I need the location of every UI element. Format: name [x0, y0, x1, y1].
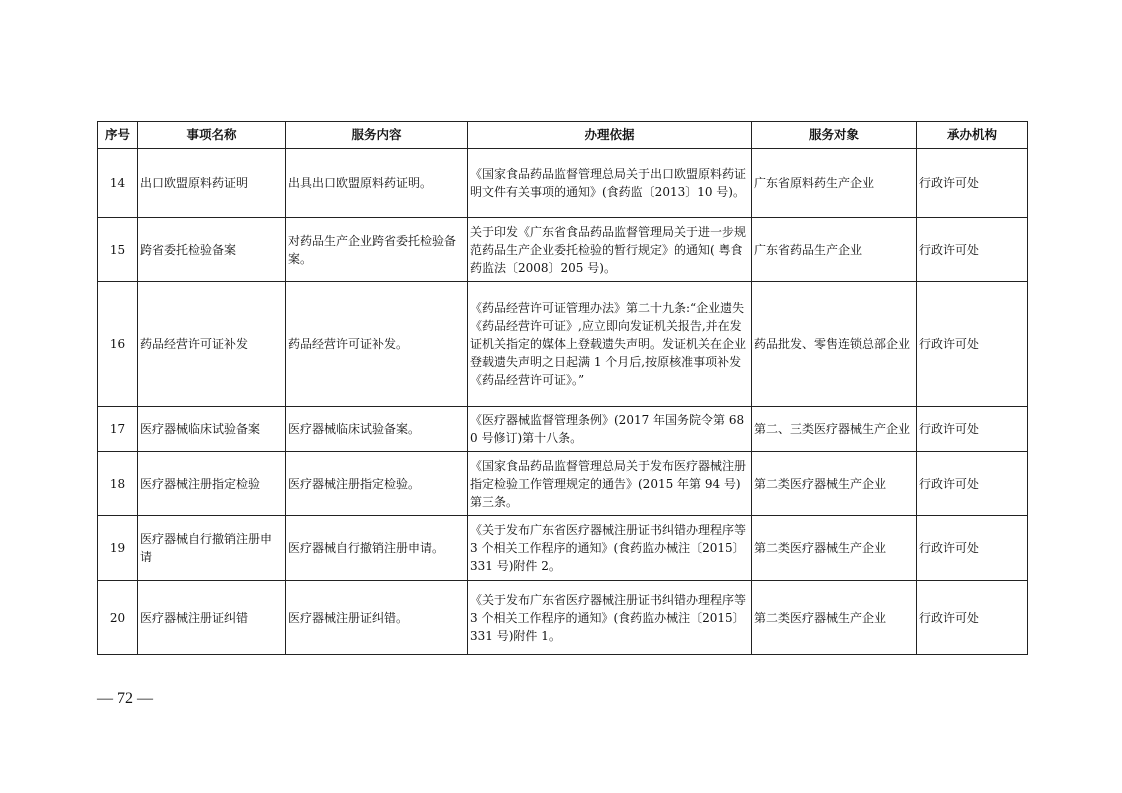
legal-basis: 《药品经营许可证管理办法》第二十九条:“企业遗失《药品经营许可证》,应立即向发证机关报告,并在发证机关指定的媒体上登载遗失声明。发证机关在企业登载遗失声明之日起满 1 个月后,按原核准事项补发《药品经营许可证》。” [468, 282, 752, 407]
legal-basis: 《国家食品药品监督管理总局关于出口欧盟原料药证明文件有关事项的通知》(食药监〔2013〕10 号)。 [468, 149, 752, 218]
row-number: 16 [98, 282, 138, 407]
row-number: 17 [98, 407, 138, 452]
service-target: 广东省药品生产企业 [752, 218, 917, 282]
table-row [98, 407, 1028, 452]
service-target: 第二类医疗器械生产企业 [752, 516, 917, 581]
legal-basis: 《医疗器械监督管理条例》(2017 年国务院令第 680 号修订)第十八条。 [468, 407, 752, 452]
legal-basis: 关于印发《广东省食品药品监督管理局关于进一步规范药品生产企业委托检验的暂行规定》的通知( 粤食药监法〔2008〕205 号)。 [468, 218, 752, 282]
table-row [98, 581, 1028, 655]
service-target: 广东省原料药生产企业 [752, 149, 917, 218]
item-name: 医疗器械注册指定检验 [138, 452, 286, 516]
agency: 行政许可处 [917, 452, 1028, 516]
page-number: — 72 — [97, 690, 153, 707]
header-agency: 承办机构 [917, 122, 1028, 149]
item-name: 跨省委托检验备案 [138, 218, 286, 282]
header-content: 服务内容 [286, 122, 468, 149]
table-row [98, 452, 1028, 516]
header-row [98, 122, 1028, 149]
table-row [98, 282, 1028, 407]
legal-basis: 《关于发布广东省医疗器械注册证书纠错办理程序等 3 个相关工作程序的通知》(食药监办械注〔2015〕331 号)附件 2。 [468, 516, 752, 581]
service-target: 药品批发、零售连锁总部企业 [752, 282, 917, 407]
services-table [97, 121, 1028, 655]
header-target: 服务对象 [752, 122, 917, 149]
service-content: 药品经营许可证补发。 [286, 282, 468, 407]
row-number: 18 [98, 452, 138, 516]
service-target: 第二类医疗器械生产企业 [752, 452, 917, 516]
service-target: 第二类医疗器械生产企业 [752, 581, 917, 655]
row-number: 20 [98, 581, 138, 655]
legal-basis: 《国家食品药品监督管理总局关于发布医疗器械注册指定检验工作管理规定的通告》(2015 年第 94 号)第三条。 [468, 452, 752, 516]
agency: 行政许可处 [917, 581, 1028, 655]
legal-basis: 《关于发布广东省医疗器械注册证书纠错办理程序等 3 个相关工作程序的通知》(食药监办械注〔2015〕331 号)附件 1。 [468, 581, 752, 655]
agency: 行政许可处 [917, 282, 1028, 407]
item-name: 药品经营许可证补发 [138, 282, 286, 407]
table-row [98, 149, 1028, 218]
agency: 行政许可处 [917, 516, 1028, 581]
service-content: 对药品生产企业跨省委托检验备案。 [286, 218, 468, 282]
service-content: 医疗器械注册证纠错。 [286, 581, 468, 655]
service-content: 出具出口欧盟原料药证明。 [286, 149, 468, 218]
row-number: 19 [98, 516, 138, 581]
header-name: 事项名称 [138, 122, 286, 149]
service-target: 第二、三类医疗器械生产企业 [752, 407, 917, 452]
agency: 行政许可处 [917, 218, 1028, 282]
agency: 行政许可处 [917, 407, 1028, 452]
service-content: 医疗器械注册指定检验。 [286, 452, 468, 516]
item-name: 出口欧盟原料药证明 [138, 149, 286, 218]
table-row [98, 516, 1028, 581]
service-content: 医疗器械临床试验备案。 [286, 407, 468, 452]
header-no: 序号 [98, 122, 138, 149]
table-row [98, 218, 1028, 282]
header-basis: 办理依据 [468, 122, 752, 149]
item-name: 医疗器械自行撤销注册申请 [138, 516, 286, 581]
item-name: 医疗器械临床试验备案 [138, 407, 286, 452]
item-name: 医疗器械注册证纠错 [138, 581, 286, 655]
row-number: 14 [98, 149, 138, 218]
service-content: 医疗器械自行撤销注册申请。 [286, 516, 468, 581]
agency: 行政许可处 [917, 149, 1028, 218]
row-number: 15 [98, 218, 138, 282]
